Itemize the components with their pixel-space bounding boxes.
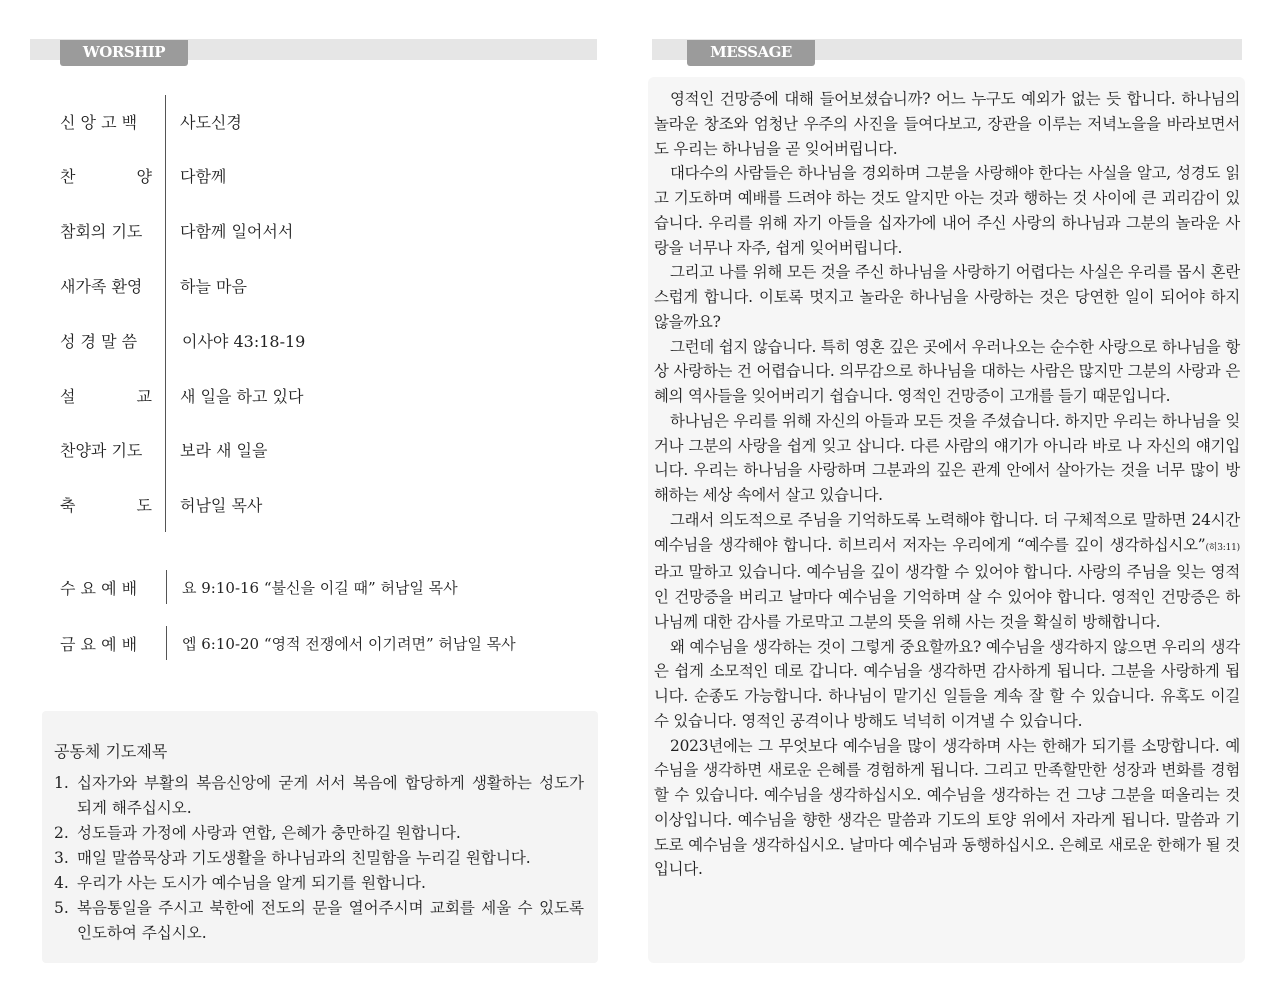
order-value: 다함께 <box>180 166 227 186</box>
message-paragraph: 영적인 건망증에 대해 들어보셨습니까? 어느 누구도 예외가 없는 듯 합니다. 하나님의 놀라운 창조와 엄청난 우주의 사진을 들여다보고, 장관을 이루는 저녁노을을 바라보면서도 우리는 하나님을 곧 잊어버립니다. <box>654 90 1240 158</box>
order-row-sermon <box>60 375 580 415</box>
order-value: 사도신경 <box>180 112 242 132</box>
order-row-praise <box>60 155 580 195</box>
prayer-title: 공동체 기도제목 <box>54 742 168 761</box>
order-label: 새가족 환영 <box>60 276 143 296</box>
order-label: 참회의 기도 <box>60 221 143 241</box>
scripture-reference: (히3:11) <box>1205 542 1240 553</box>
order-row-scripture <box>60 320 580 360</box>
order-value: 다함께 일어서서 <box>180 221 294 241</box>
message-paragraph: 왜 예수님을 생각하는 것이 그렇게 중요할까요? 예수님을 생각하지 않으면 우리의 생각은 쉽게 소모적인 데로 갑니다. 예수님을 생각하면 감사하게 됩니다. 그분을 사랑하게 됩니다. 순종도 가능합니다. 하나님이 맡기신 일들을 계속 잘 할 수 있습니다. 유혹도 이길 수 있습니다. 영적인 공격이나 방해도 넉넉히 이겨낼 수 있습니다. <box>654 637 1240 730</box>
message-paragraph: 그런데 쉽지 않습니다. 특히 영혼 깊은 곳에서 우러나오는 순수한 사랑으로 하나님을 항상 사랑하는 건 어렵습니다. 의무감으로 하나님을 대하는 사람은 많지만 그분의 사랑과 은혜의 역사들을 잊어버리기 쉽습니다. 영적인 건망증이 고개를 들기 때문입니다. <box>654 337 1240 405</box>
weekday-label: 수 요 예 배 <box>60 578 138 598</box>
prayer-item-text: 매일 말씀묵상과 기도생활을 하나님과의 친밀함을 누리길 원합니다. <box>77 849 531 867</box>
order-label-text: 찬 양 <box>60 166 152 186</box>
message-text: 라고 말하고 있습니다. 예수님을 깊이 생각할 수 있어야 합니다. 사랑의 주님을 잊는 영적인 건망증을 버리고 날마다 예수님을 기억하며 살 수 있어야 합니다. 영적인 건망증은 하나님께 대한 감사를 가로막고 그분의 뜻을 위해 사는 것을 확실히 방해합니다. <box>654 563 1240 631</box>
order-label: 성 경 말 씀 <box>60 331 138 351</box>
prayer-item-text: 복음통일을 주시고 북한에 전도의 문을 열어주시며 교회를 세울 수 있도록 인도하여 주십시오. <box>77 899 584 942</box>
friday-service <box>60 625 600 661</box>
prayer-item <box>54 896 584 946</box>
order-value: 보라 새 일을 <box>180 440 268 460</box>
prayer-item-number: 4. <box>54 874 69 892</box>
prayer-box <box>42 711 598 963</box>
order-row-welcome <box>60 265 580 305</box>
worship-tab: WORSHIP <box>60 40 188 66</box>
prayer-item <box>54 871 584 896</box>
message-paragraph: 대다수의 사람들은 하나님을 경외하며 그분을 사랑해야 한다는 사실을 알고, 성경도 읽고 기도하며 예배를 드려야 하는 것도 알지만 아는 것과 행하는 것 사이에 큰 괴리감이 있습니다. 우리를 위해 자기 아들을 십자가에 내어 주신 사랑의 하나님과 그분의 놀라운 사랑을 너무나 자주, 쉽게 잊어버립니다. <box>654 164 1240 257</box>
prayer-item <box>54 846 584 871</box>
order-row-repentance <box>60 210 580 250</box>
order-label: 찬양과 기도 <box>60 440 143 460</box>
prayer-item-number: 1. <box>54 774 69 792</box>
message-paragraph: 2023년에는 그 무엇보다 예수님을 많이 생각하며 사는 한해가 되기를 소망합니다. 예수님을 생각하면 새로운 은혜를 경험하게 됩니다. 그리고 만족할만한 성장과 변화를 경험할 수 있습니다. 예수님을 생각하십시오. 예수님을 생각하는 건 그냥 그분을 떠올리는 것 이상입니다. 예수님을 향한 생각은 말씀과 기도의 토양 위에서 자라게 됩니다. 말씀과 기도로 예수님을 생각하십시오. 날마다 예수님과 동행하십시오. 은혜로 새로운 한해가 될 것입니다. <box>654 736 1240 879</box>
weekday-value: 요 9:10-16 “불신을 이길 때” 허남일 목사 <box>182 578 458 597</box>
order-label <box>60 384 152 407</box>
order-row-benediction <box>60 484 580 524</box>
message-tab: MESSAGE <box>687 40 815 66</box>
message-paragraph <box>654 508 1240 635</box>
prayer-item-number: 5. <box>54 899 69 917</box>
order-value: 하늘 마음 <box>180 276 247 296</box>
prayer-item-text: 십자가와 부활의 복음신앙에 굳게 서서 복음에 합당하게 생활하는 성도가 되게 해주십시오. <box>77 774 584 817</box>
weekday-value: 엡 6:10-20 “영적 전쟁에서 이기려면” 허남일 목사 <box>182 634 516 653</box>
message-paragraph: 하나님은 우리를 위해 자신의 아들과 모든 것을 주셨습니다. 하지만 우리는 하나님을 잊거나 그분의 사랑을 쉽게 잊고 삽니다. 다른 사람의 얘기가 아니라 바로 나 자신의 얘기입니다. 우리는 하나님을 사랑하며 그분과의 깊은 관계 안에서 살아가는 것을 너무 많이 방해하는 세상 속에서 살고 있습니다. <box>654 411 1240 504</box>
order-value: 이사야 43:18-19 <box>182 331 306 351</box>
weekday-label: 금 요 예 배 <box>60 634 138 654</box>
order-label-text: 설 교 <box>60 386 152 406</box>
order-label <box>60 493 152 516</box>
wednesday-service <box>60 569 600 605</box>
order-value: 허남일 목사 <box>180 495 263 515</box>
prayer-item <box>54 821 584 846</box>
order-label-text: 축 도 <box>60 495 152 515</box>
order-label: 신 앙 고 백 <box>60 112 138 132</box>
prayer-item <box>54 771 584 821</box>
message-paragraph: 그리고 나를 위해 모든 것을 주신 하나님을 사랑하기 어렵다는 사실은 우리를 몹시 혼란스럽게 합니다. 이토록 멋지고 놀라운 하나님을 사랑하는 것은 당연한 일이 되어야 하지 않을까요? <box>654 263 1240 331</box>
order-value: 새 일을 하고 있다 <box>180 386 304 406</box>
prayer-item-text: 성도들과 가정에 사랑과 연합, 은혜가 충만하길 원합니다. <box>77 824 461 842</box>
message-text: 그래서 의도적으로 주님을 기억하도록 노력해야 합니다. 더 구체적으로 말하면 24시간 예수님을 생각해야 합니다. 히브리서 저자는 우리에게 “예수를 깊이 생각하십시오” <box>654 510 1240 554</box>
prayer-item-number: 2. <box>54 824 69 842</box>
prayer-item-text: 우리가 사는 도시가 예수님을 알게 되기를 원합니다. <box>77 874 426 892</box>
prayer-item-number: 3. <box>54 849 69 867</box>
prayer-list <box>54 771 584 946</box>
order-row-prayer <box>60 429 580 469</box>
order-row-creed <box>60 101 580 141</box>
message-body <box>654 87 1240 882</box>
order-label <box>60 164 152 187</box>
